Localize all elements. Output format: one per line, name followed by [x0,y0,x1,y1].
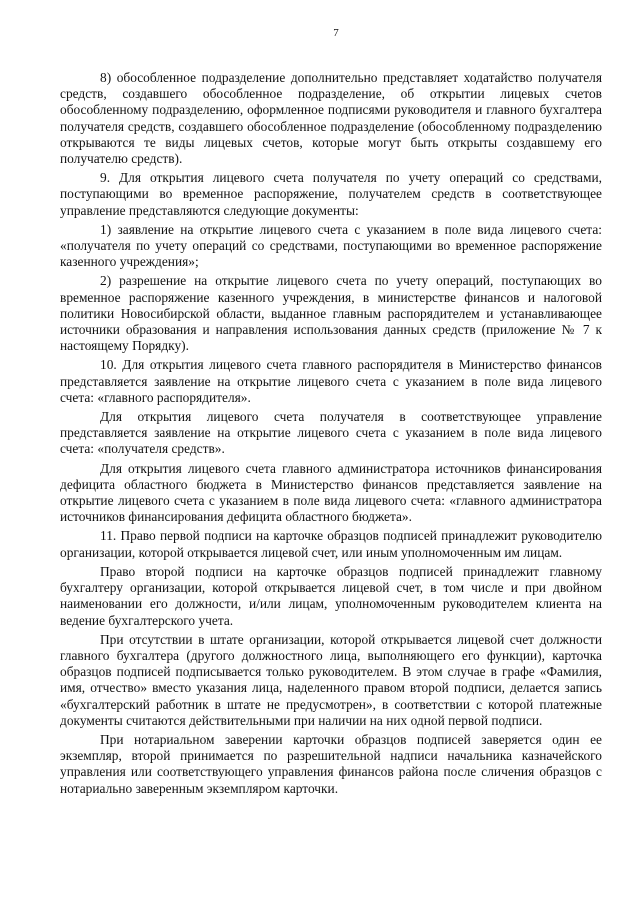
paragraph-section-11: 11. Право первой подписи на карточке образцов подписей принадлежит руководителю организации, которой открывается лицевой счет, или иным уполномоченным им лицам. [60,528,602,560]
paragraph-administrator-account: Для открытия лицевого счета главного администратора источников финансирования дефицита областного бюджета в Министерство финансов представляется заявление на открытие лицевого счета с указанием в поле вида лицевого счета: «главного администратора источников финансирования дефицита областного бюджета». [60,460,602,525]
paragraph-notarial-certification: При нотариальном заверении карточки образцов подписей заверяется один ее экземпляр, второй принимается по разрешительной надписи начальника казначейского управления или соответствующего управления финансов района после сличения образцов с нотариально заверенным экземпляром карточки. [60,731,602,796]
paragraph-item-1: 1) заявление на открытие лицевого счета с указанием в поле вида лицевого счета: «получателя по учету операций со средствами, поступающими во временное распоряжение казенного учреждения»; [60,221,602,270]
paragraph-item-8: 8) обособленное подразделение дополнительно представляет ходатайство получателя средств, создавшего обособленное подразделение, об открытии лицевых счетов обособленному подразделению, оформленное подписями руководителя и главного бухгалтера получателя средств, создавшего обособленное подразделение (обособленному подразделению открываются те виды лицевых счетов, которые могут быть открыты создавшему его получателю средств). [60,70,602,167]
page-number: 7 [333,27,339,39]
document-page [60,26,602,800]
paragraph-recipient-account: Для открытия лицевого счета получателя в соответствующее управление представляется заявление на открытие лицевого счета с указанием в поле вида лицевого счета: «получателя средств». [60,409,602,457]
paragraph-second-signature: Право второй подписи на карточке образцов подписей принадлежит главному бухгалтеру организации, которой открывается лицевой счет, в том числе и при двойном наименовании его должности, и/или лицам, уполномоченным руководителем клиента на ведение бухгалтерского учета. [60,563,602,628]
paragraph-no-chief-accountant: При отсутствии в штате организации, которой открывается лицевой счет должности главного бухгалтера (другого должностного лица, выполняющего его функции), карточка образцов подписей подписывается только руководителем. В этом случае в графе «Фамилия, имя, отчество» вместо указания лица, наделенного правом второй подписи, делается запись «бухгалтерский работник в штате не предусмотрен», в соответствии с которой платежные документы считаются действительными при наличии на них одной первой подписи. [60,631,602,728]
paragraph-item-2: 2) разрешение на открытие лицевого счета по учету операций, поступающих во временное распоряжение казенного учреждения, в министерстве финансов и налоговой политики Новосибирской области, выданное главным распорядителем и устанавливающее источники образования и направления использования данных средств (приложение № 7 к настоящему Порядку). [60,273,602,354]
paragraph-section-10: 10. Для открытия лицевого счета главного распорядителя в Министерство финансов представляется заявление на открытие лицевого счета с указанием в поле вида лицевого счета: «главного распорядителя». [60,357,602,405]
paragraph-section-9: 9. Для открытия лицевого счета получателя по учету операций со средствами, поступающими во временное распоряжение, получателем средств в соответствующее управление представляются следующие документы: [60,170,602,218]
